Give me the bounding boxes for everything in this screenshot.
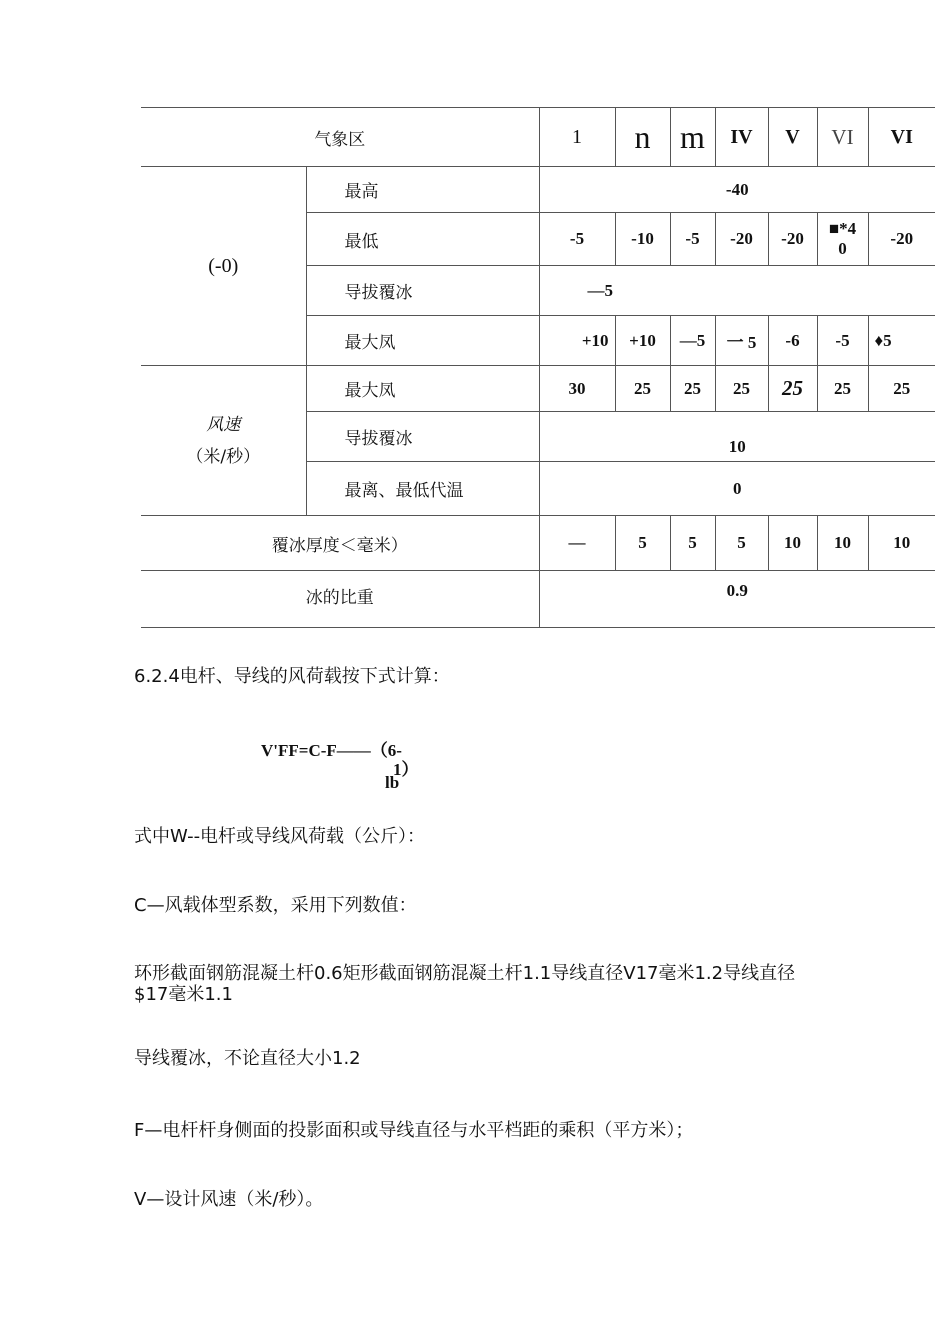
- table-cell: 一 5: [715, 316, 768, 366]
- row-label: 最高: [306, 167, 539, 213]
- table-cell: —5: [670, 316, 715, 366]
- table-row: [141, 167, 935, 213]
- table-row: [141, 366, 935, 412]
- paragraph: 式中W--电杆或导线风荷载（公斤）：: [134, 826, 426, 847]
- wind-speed-group-label: [141, 366, 306, 516]
- zone-header: m: [670, 108, 715, 167]
- table-cell: 30: [539, 366, 615, 412]
- temperature-group-label: (-0): [141, 167, 306, 366]
- table-cell: ♦5: [868, 316, 935, 366]
- paragraph: $17毫米1.1: [134, 984, 233, 1005]
- table-row: [141, 516, 935, 571]
- table-cell: 10: [817, 516, 868, 571]
- table-cell: 5: [670, 516, 715, 571]
- table-cell: -6: [768, 316, 817, 366]
- row-label: 冰的比重: [141, 571, 539, 628]
- section-6-2-4-heading: 6.2.4电杆、导线的风荷载按下式计算：: [134, 666, 450, 687]
- row-label: 导拔覆冰: [306, 266, 539, 316]
- wind-speed-label: 风速: [206, 414, 241, 435]
- table-cell: -20: [868, 213, 935, 266]
- table-cell: 25: [715, 366, 768, 412]
- table-cell: 25: [868, 366, 935, 412]
- table-cell: +10: [539, 316, 615, 366]
- zone-header: 1: [539, 108, 615, 167]
- paragraph: 环形截面钢筋混凝土杆0.6矩形截面钢筋混凝土杆1.1导线直径V17毫米1.2导线直径: [134, 963, 796, 984]
- table-cell: -20: [715, 213, 768, 266]
- meteorological-zone-table: [141, 107, 935, 628]
- zone-header: n: [615, 108, 670, 167]
- wind-speed-unit: （米/秒）: [186, 446, 261, 467]
- zone-header: V: [768, 108, 817, 167]
- table-cell: —: [539, 516, 615, 571]
- row-label: 导拔覆冰: [306, 412, 539, 462]
- formula-number: 1）: [393, 760, 419, 779]
- table-cell: -5: [670, 213, 715, 266]
- row-label: 最低: [306, 213, 539, 266]
- merged-value: 0: [539, 462, 935, 516]
- row-label: 最离、最低代温: [306, 462, 539, 516]
- header-label: 气象区: [141, 108, 539, 167]
- formula-denominator: lb: [385, 773, 400, 792]
- row-label: 最大凤: [306, 366, 539, 412]
- table-cell: 25: [817, 366, 868, 412]
- paragraph: C—风载体型系数，采用下列数值：: [134, 895, 417, 916]
- row-label: 最大凤: [306, 316, 539, 366]
- table-cell: 10: [868, 516, 935, 571]
- table-row: [141, 571, 935, 628]
- zone-header: IV: [715, 108, 768, 167]
- table-cell: 25: [768, 366, 817, 412]
- paragraph: 导线覆冰，不论直径大小1.2: [134, 1048, 361, 1069]
- table-cell: 10: [768, 516, 817, 571]
- wind-load-formula: V'FF=C-F——（6-: [261, 741, 402, 760]
- table-cell: ■*4 0: [817, 213, 868, 266]
- merged-value: 10: [539, 412, 935, 462]
- table-cell: -5: [817, 316, 868, 366]
- table-cell: -10: [615, 213, 670, 266]
- paragraph: F—电杆杆身侧面的投影面积或导线直径与水平档距的乘积（平方米）；: [134, 1120, 694, 1141]
- table-cell: -20: [768, 213, 817, 266]
- table-cell: +10: [615, 316, 670, 366]
- table-cell: 25: [670, 366, 715, 412]
- table-cell: 5: [615, 516, 670, 571]
- header-row: [141, 108, 935, 167]
- merged-value: -40: [539, 167, 935, 213]
- table-cell: 5: [715, 516, 768, 571]
- zone-header: VI: [817, 108, 868, 167]
- merged-value: —5: [539, 266, 935, 316]
- merged-value: 0.9: [539, 571, 935, 628]
- zone-header: VI: [868, 108, 935, 167]
- table-cell: 25: [615, 366, 670, 412]
- table-cell: -5: [539, 213, 615, 266]
- row-label: 覆冰厚度＜毫米）: [141, 516, 539, 571]
- paragraph: V—设计风速（米/秒）。: [134, 1189, 324, 1210]
